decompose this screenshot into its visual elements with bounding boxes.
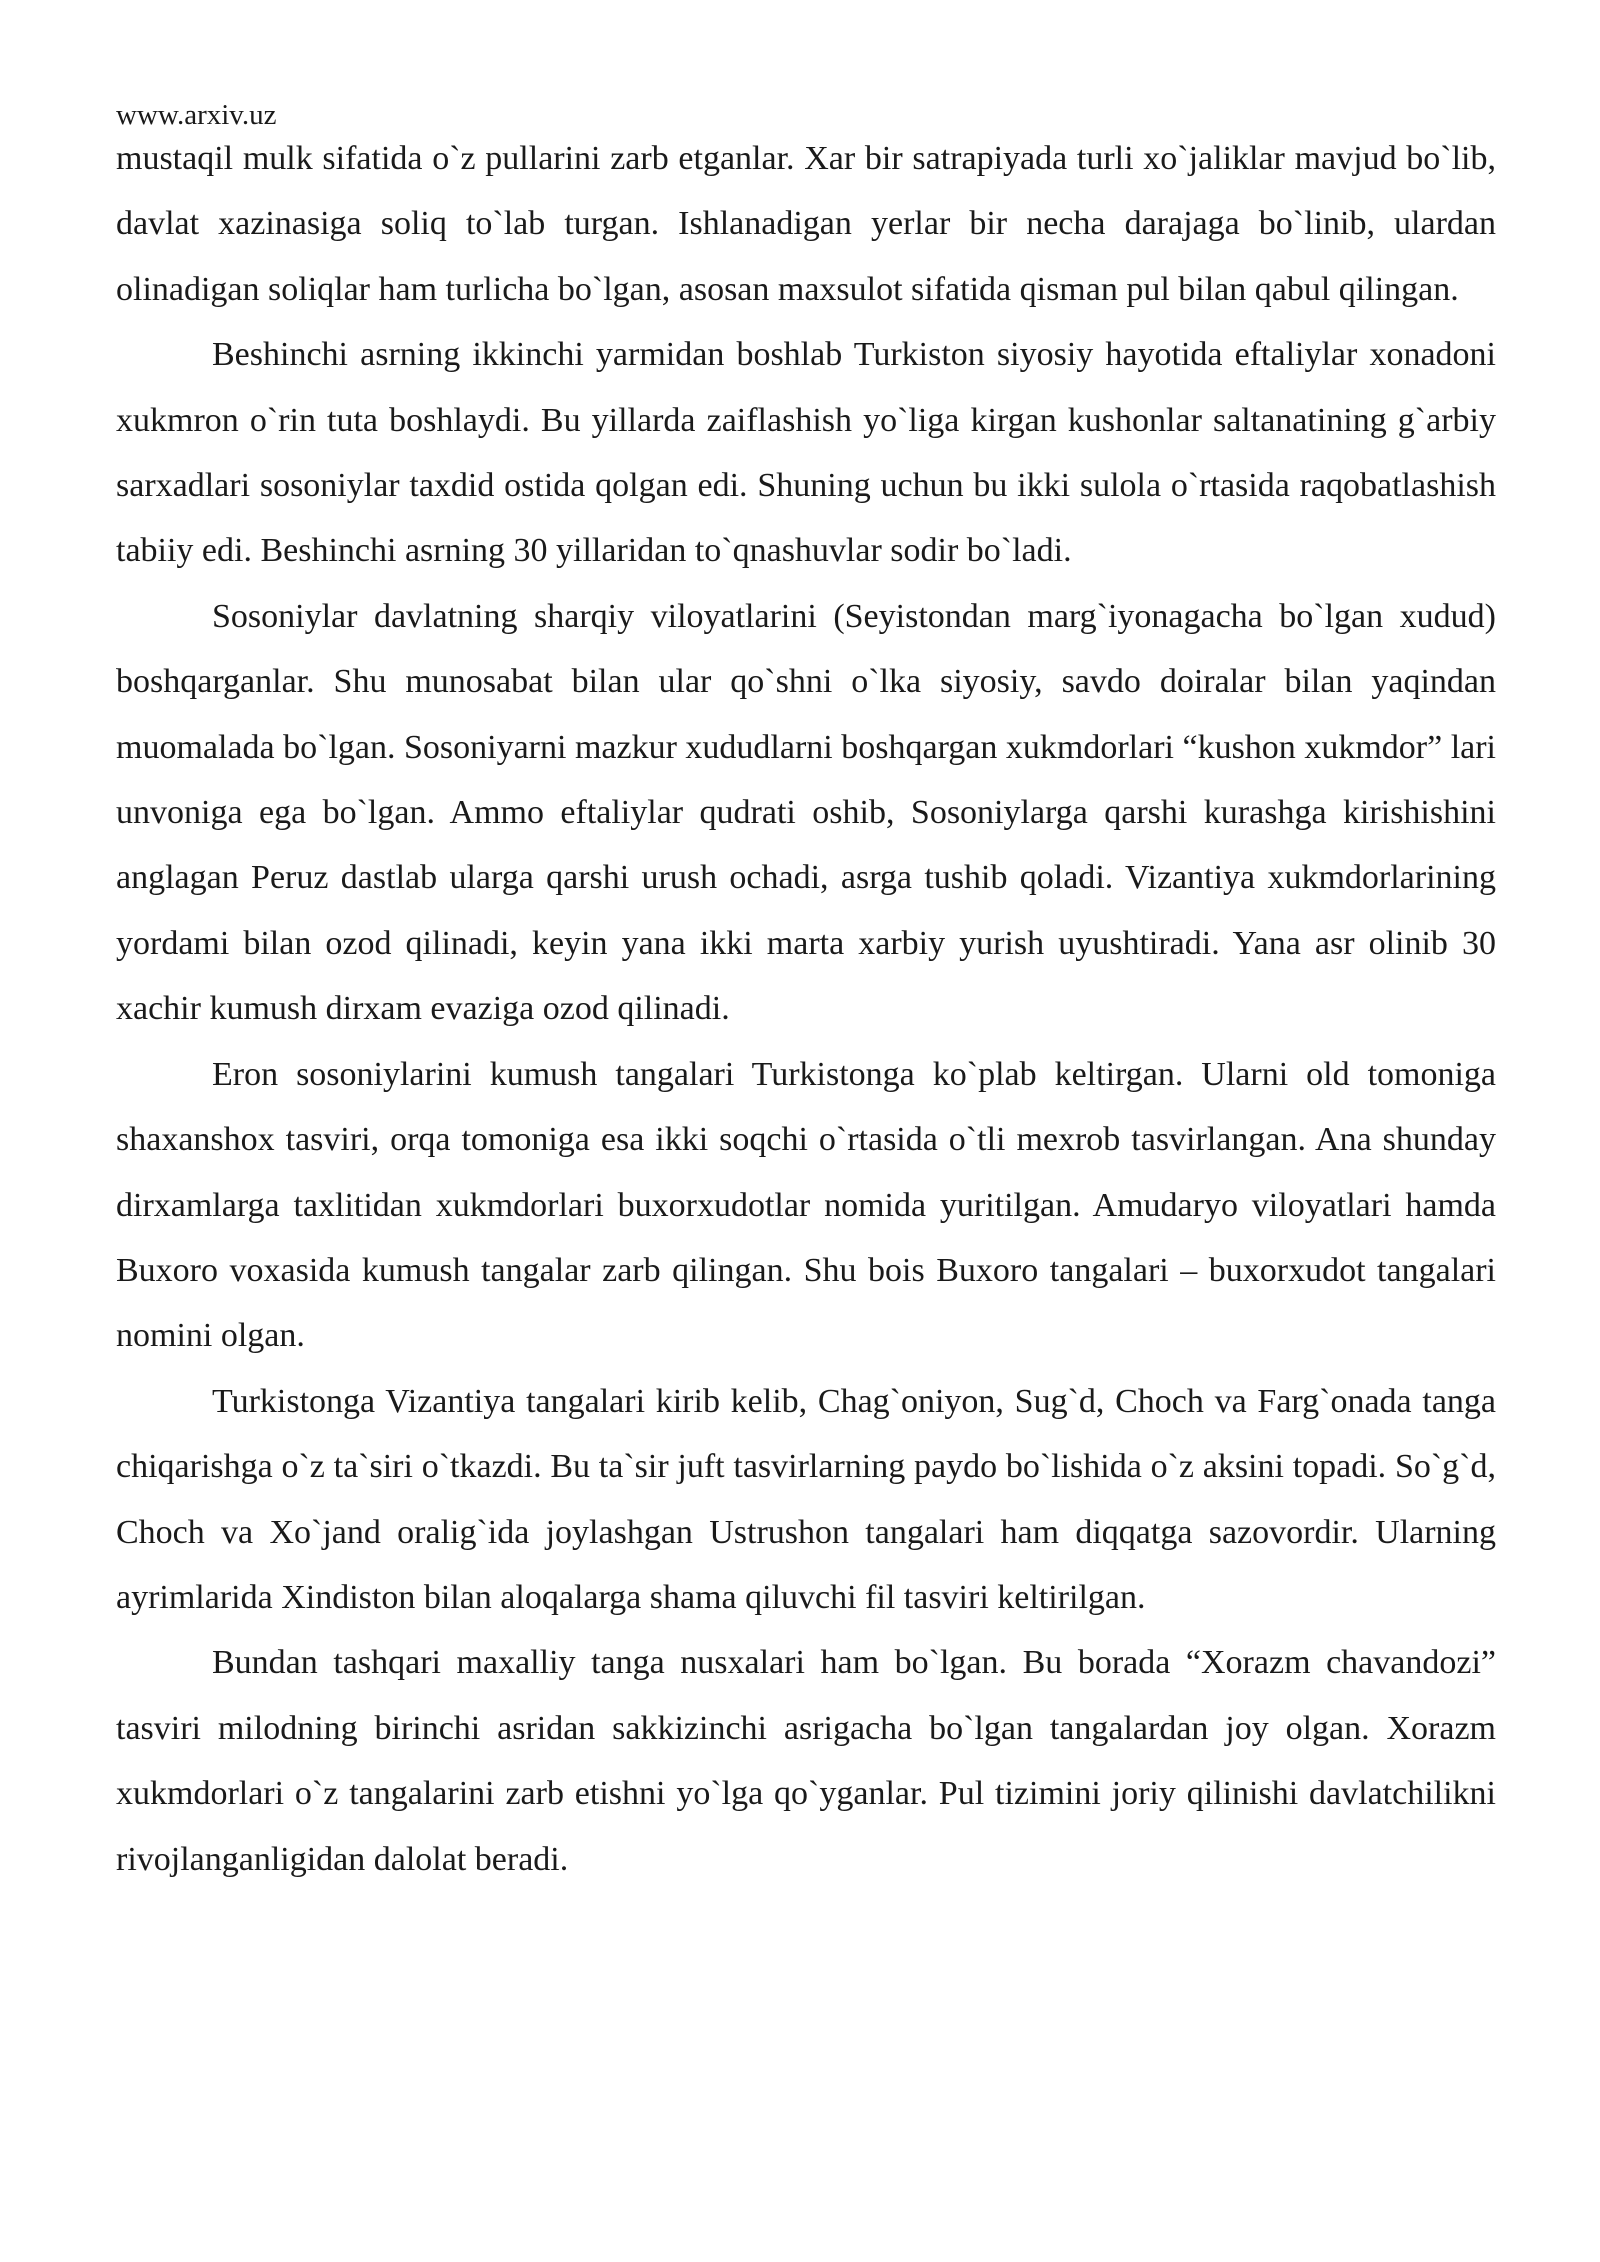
paragraph: Sosoniylar davlatning sharqiy viloyatlarini (Seyistondan marg`iyonagacha bo`lgan xudud) boshqarganlar. Shu munosabat bilan ular qo`shni o`lka siyosiy, savdo doiralar bilan yaqindan muomalada bo`lgan. Sosoniyarni mazkur xududlarni boshqargan xukmdorlari “kushon xukmdor” lari unvoniga ega bo`lgan. Ammo eftaliylar qudrati oshib, Sosoniylarga qarshi kurashga kirishishini anglagan Peruz dastlab ularga qarshi urush ochadi, asrga tushib qoladi. Vizantiya xukmdorlarining yordami bilan ozod qilinadi, keyin yana ikki marta xarbiy yurish uyushtiradi. Yana asr olinib 30 xachir kumush dirxam evaziga ozod qilinadi. <box>116 597 1496 1028</box>
paragraph: Bundan tashqari maxalliy tanga nusxalari ham bo`lgan. Bu borada “Xorazm chavandozi” tasviri milodning birinchi asridan sakkizinchi asrigacha bo`lgan tangalardan joy olgan. Xorazm xukmdorlari o`z tangalarini zarb etishni yo`lga qo`yganlar. Pul tizimini joriy qilinishi davlatchilikni rivojlanganligidan dalolat beradi. <box>116 1644 1496 1878</box>
paragraph: Turkistonga Vizantiya tangalari kirib kelib, Chag`oniyon, Sug`d, Choch va Farg`onada tanga chiqarishga o`z ta`siri o`tkazdi. Bu ta`sir juft tasvirlarning paydo bo`lishida o`z aksini topadi. So`g`d, Choch va Xo`jand oralig`ida joylashgan Ustrushon tangalari ham diqqatga sazovordir. Ularning ayrimlarida Xindiston bilan aloqalarga shama qiluvchi fil tasviri keltirilgan. <box>116 1382 1496 1616</box>
document-body <box>116 126 1496 1892</box>
paragraph: Eron sosoniylarini kumush tangalari Turkistonga ko`plab keltirgan. Ularni old tomoniga shaxanshox tasviri, orqa tomoniga esa ikki soqchi o`rtasida o`tli mexrob tasvirlangan. Ana shunday dirxamlarga taxlitidan xukmdorlari buxorxudotlar nomida yuritilgan. Amudaryo viloyatlari hamda Buxoro voxasida kumush tangalar zarb qilingan. Shu bois Buxoro tangalari – buxorxudot tangalari nomini olgan. <box>116 1055 1496 1355</box>
paragraph: Beshinchi asrning ikkinchi yarmidan boshlab Turkiston siyosiy hayotida eftaliylar xonadoni xukmron o`rin tuta boshlaydi. Bu yillarda zaiflashish yo`liga kirgan kushonlar saltanatining g`arbiy sarxadlari sosoniylar taxdid ostida qolgan edi. Shuning uchun bu ikki sulola o`rtasida raqobatlashish tabiiy edi. Beshinchi asrning 30 yillaridan to`qnashuvlar sodir bo`ladi. <box>116 336 1496 570</box>
page-header-site: www.arxiv.uz <box>116 99 277 131</box>
paragraph-continuation: mustaqil mulk sifatida o`z pullarini zarb etganlar. Xar bir satrapiyada turli xo`jaliklar mavjud bo`lib, davlat xazinasiga soliq to`lab turgan. Ishlanadigan yerlar bir necha darajaga bo`linib, ulardan olinadigan soliqlar ham turlicha bo`lgan, asosan maxsulot sifatida qisman pul bilan qabul qilingan. <box>116 140 1496 308</box>
